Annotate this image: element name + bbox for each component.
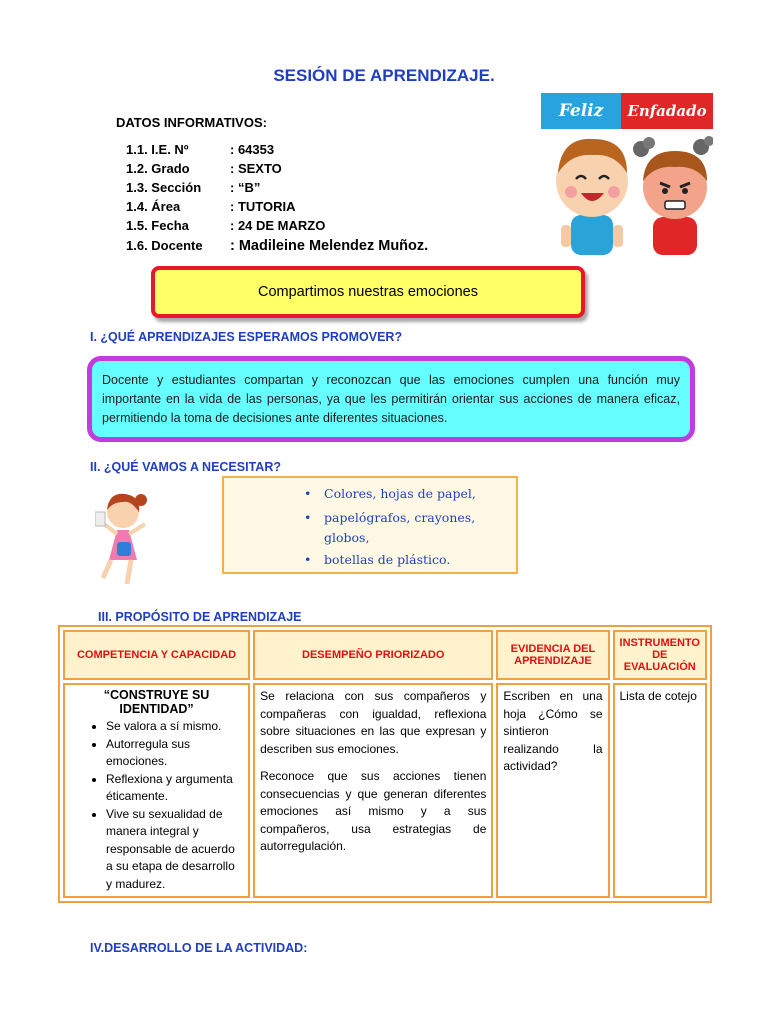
dato-row: 1.4. Área : TUTORIA xyxy=(126,199,296,214)
feliz-label: Feliz xyxy=(541,93,621,129)
dato-row: 1.2. Grado : SEXTO xyxy=(126,161,282,176)
list-item: globos, xyxy=(324,530,370,545)
datos-heading: DATOS INFORMATIVOS: xyxy=(116,115,267,130)
dato-row: 1.3. Sección : “B” xyxy=(126,180,261,195)
list-item: • papelógrafos, crayones, xyxy=(304,510,476,525)
list-item: • Se valora a sí mismo. xyxy=(106,718,243,736)
desempeno-text-1: Se relaciona con sus compañeros y compañeras con igualdad, reflexiona sobre situaciones en las que expresan y describen sus emociones. xyxy=(260,689,487,756)
header-evidencia: EVIDENCIA DEL APRENDIZAJE xyxy=(496,630,609,680)
section-3-heading: III. PROPÓSITO DE APRENDIZAJE xyxy=(98,610,302,624)
angry-kid-icon xyxy=(633,136,713,255)
emotions-illustration xyxy=(541,129,713,257)
competencia-cell xyxy=(63,683,250,898)
header-desempeno: DESEMPEÑO PRIORIZADO xyxy=(253,630,493,680)
dato-row: 1.1. I.E. Nº : 64353 xyxy=(126,142,275,157)
section-4-heading: IV.DESARROLLO DE LA ACTIVIDAD: xyxy=(90,941,308,955)
dato-row-docente: 1.6. Docente: Madileine Melendez Muñoz. xyxy=(126,238,429,254)
list-item: • botellas de plástico. xyxy=(304,552,451,567)
learning-goal-box: Docente y estudiantes compartan y reconozcan que las emociones cumplen una función muy importante en la vida de las personas, ya que les permitirán orientar sus acciones de manera eficaz, permitiendo la toma de decisiones ante diferentes situaciones. xyxy=(87,356,695,442)
theme-box: Compartimos nuestras emociones xyxy=(151,266,585,318)
page-title: SESIÓN DE APRENDIZAJE. xyxy=(273,66,495,85)
desempeno-text-2: Reconoce que sus acciones tienen consecuencias y que generan diferentes emociones así mismo y a sus compañeros, usa estrategias de autorregulación. xyxy=(260,769,487,853)
competencia-title: “CONSTRUYE SU IDENTIDAD” xyxy=(103,688,210,716)
materials-box xyxy=(222,476,518,574)
evidencia-cell: Escriben en una hoja ¿Cómo se sintieron realizando la actividad? xyxy=(496,683,609,898)
list-item: • Colores, hojas de papel, xyxy=(304,486,476,501)
dato-row: 1.5. Fecha : 24 DE MARZO xyxy=(126,218,326,233)
instrumento-cell: Lista de cotejo xyxy=(613,683,708,898)
header-instrumento: INSTRUMENTO DE EVALUACIÓN xyxy=(613,630,708,680)
happy-kid-icon xyxy=(556,139,628,255)
purpose-table xyxy=(58,625,712,903)
list-item: • Vive su sexualidad de manera integral y responsable de acuerdo a su etapa de desarrollo y madurez. xyxy=(106,806,243,894)
desempeno-cell xyxy=(253,683,493,898)
section-2-heading: II. ¿QUÉ VAMOS A NECESITAR? xyxy=(90,460,281,474)
header-competencia: COMPETENCIA Y CAPACIDAD xyxy=(63,630,250,680)
list-item: • Reflexiona y argumenta éticamente. xyxy=(106,771,243,806)
list-item: • Autorregula sus emociones. xyxy=(106,736,243,771)
enfadado-label: Enfadado xyxy=(621,93,713,129)
section-1-heading: I. ¿QUÉ APRENDIZAJES ESPERAMOS PROMOVER? xyxy=(90,330,403,344)
girl-illustration-icon xyxy=(95,490,155,590)
